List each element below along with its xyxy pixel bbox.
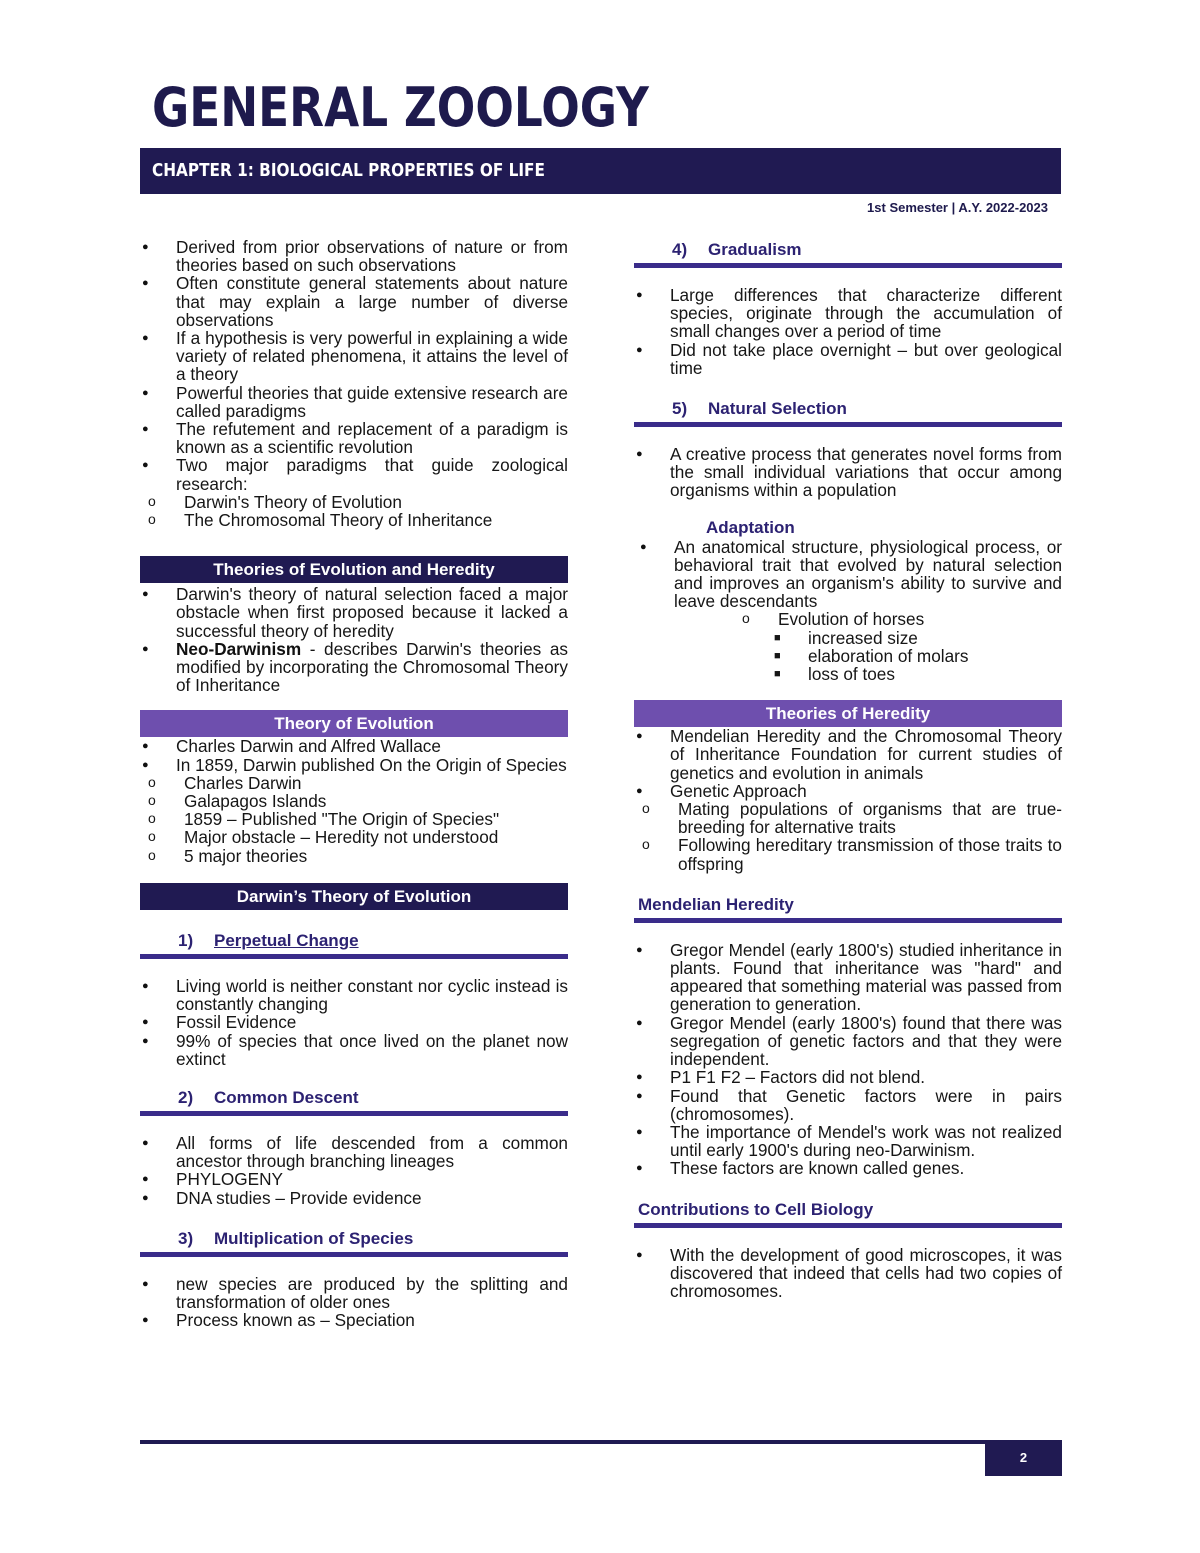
heading-label: Multiplication of Species [214, 1228, 414, 1248]
horses-detail-list [774, 629, 1062, 684]
adaptation-heading: Adaptation [706, 517, 795, 537]
heading-gradualism [634, 240, 1062, 268]
semester-label: 1st Semester | A.Y. 2022-2023 [867, 200, 1048, 215]
list-item: ● DNA studies – Provide evidence [140, 1189, 568, 1207]
heading-natural-selection [634, 399, 1062, 427]
adaptation-list [638, 538, 1062, 684]
sublist-item: o The Chromosomal Theory of Inheritance [140, 511, 568, 529]
list-item: ● The importance of Mendel's work was not realized until early 1900's during neo-Darwinism. [634, 1123, 1062, 1159]
list-item-text: In 1859, Darwin published On the Origin of Species [176, 754, 567, 775]
sublist-item: o Galapagos Islands [140, 792, 568, 810]
sublist-item: o Major obstacle – Heredity not understood [140, 828, 568, 846]
footer-rule [140, 1440, 1061, 1444]
list-item: ● Process known as – Speciation [140, 1311, 568, 1329]
section-heading-theories-evolution-heredity: Theories of Evolution and Heredity [140, 556, 568, 583]
detail-item: ■ loss of toes [774, 665, 1062, 683]
list-item: ● A creative process that generates novel forms from the small individual variations that occur among organisms within a population [634, 445, 1062, 500]
section-heading-theory-of-evolution: Theory of Evolution [140, 710, 568, 737]
list-item: ● Derived from prior observations of nature or from theories based on such observations [140, 238, 568, 274]
list-item [140, 640, 568, 695]
list-item-text: Two major paradigms that guide zoological research: [176, 455, 568, 494]
list-item: ● Large differences that characterize different species, originate through the accumulation of small changes over a period of time [634, 286, 1062, 341]
list-item: ● Darwin's theory of natural selection faced a major obstacle when first proposed because it lacked a successful theory of heredity [140, 585, 568, 640]
evolution-list [140, 737, 568, 864]
heading-label: Natural Selection [708, 399, 847, 419]
list-item: ● These factors are known called genes. [634, 1159, 1062, 1177]
sublist-item: o Mating populations of organisms that are true-breeding for alternative traits [634, 800, 1062, 836]
heading-label: Gradualism [708, 240, 802, 259]
sublist-item [734, 610, 1062, 683]
genetic-sublist [634, 800, 1062, 873]
list-item: ● Powerful theories that guide extensive research are called paradigms [140, 384, 568, 420]
section-heading-theories-of-heredity: Theories of Heredity [634, 700, 1062, 727]
page-number: 2 [985, 1440, 1062, 1476]
evolution-sublist [140, 774, 568, 865]
detail-item: ■ increased size [774, 629, 1062, 647]
paradigm-sublist [140, 493, 568, 529]
sublist-item: o 1859 – Published "The Origin of Species" [140, 810, 568, 828]
term-neo-darwinism: Neo-Darwinism [176, 638, 302, 659]
detail-item: ■ elaboration of molars [774, 647, 1062, 665]
term-definition: - describes Darwin's theories as modified by incorporating the Chromosomal Theory of Inheritance [176, 638, 568, 696]
mendelian-list [634, 941, 1062, 1178]
heading-label: Perpetual Change [214, 930, 359, 950]
list-item: ● Living world is neither constant nor cyclic instead is constantly changing [140, 977, 568, 1013]
perpetual-list [140, 977, 568, 1068]
natural-selection-list [634, 445, 1062, 500]
sublist-item: o Charles Darwin [140, 774, 568, 792]
list-item: ● Found that Genetic factors were in pairs (chromosomes). [634, 1087, 1062, 1123]
list-item: ● new species are produced by the splitting and transformation of older ones [140, 1275, 568, 1311]
gradualism-list [634, 286, 1062, 377]
heading-number: 1) [178, 930, 194, 950]
list-item-text: Genetic Approach [670, 780, 807, 801]
heading-label: Common Descent [214, 1087, 359, 1107]
list-item [638, 538, 1062, 684]
list-item-text: An anatomical structure, physiological process, or behavioral trait that evolved by natural selection and improves an organism's ability to survive and leave descendants [674, 536, 1062, 612]
list-item: ● If a hypothesis is very powerful in explaining a wide variety of related phenomena, it attains the level of a theory [140, 329, 568, 384]
list-item: ● 99% of species that once lived on the planet now extinct [140, 1032, 568, 1068]
left-column [140, 238, 568, 1329]
list-item: ● PHYLOGENY [140, 1170, 568, 1188]
list-item: ● The refutement and replacement of a paradigm is known as a scientific revolution [140, 420, 568, 456]
section-heading-darwins-theory: Darwin’s Theory of Evolution [140, 883, 568, 910]
list-item: ● P1 F1 F2 – Factors did not blend. [634, 1068, 1062, 1086]
heading-common-descent [140, 1088, 568, 1116]
chapter-title: CHAPTER 1: BIOLOGICAL PROPERTIES OF LIFE [152, 160, 545, 181]
horses-sublist [734, 610, 1062, 683]
heading-number: 5) [672, 399, 688, 419]
sublist-item: o Darwin's Theory of Evolution [140, 493, 568, 511]
heading-perpetual-change [140, 931, 568, 959]
list-item: ● All forms of life descended from a common ancestor through branching lineages [140, 1134, 568, 1170]
theories-list [140, 585, 568, 694]
list-item: ● Gregor Mendel (early 1800's) studied inheritance in plants. Found that inheritance was "hard" and appeared that something material was passed from generation to generation. [634, 941, 1062, 1014]
sublist-item-text: Evolution of horses [778, 609, 925, 630]
list-item [140, 756, 568, 865]
heredity-list [634, 727, 1062, 873]
intro-list [140, 238, 568, 529]
descent-list [140, 1134, 568, 1207]
list-item: ● Charles Darwin and Alfred Wallace [140, 737, 568, 755]
list-item: ● Gregor Mendel (early 1800's) found that there was segregation of genetic factors and that they were independent. [634, 1014, 1062, 1069]
heading-number: 4) [672, 240, 688, 259]
heading-number: 3) [178, 1228, 194, 1248]
sublist-item: o 5 major theories [140, 847, 568, 865]
heading-multiplication-of-species [140, 1229, 568, 1257]
list-item: ● Fossil Evidence [140, 1013, 568, 1031]
heading-mendelian-heredity: Mendelian Heredity [634, 895, 1062, 923]
chapter-banner [140, 148, 1061, 194]
list-item: ● Often constitute general statements about nature that may explain a large number of diverse observations [140, 274, 568, 329]
list-item: ● Mendelian Heredity and the Chromosomal Theory of Inheritance Foundation for current studies of genetics and evolution in animals [634, 727, 1062, 782]
document-title: GENERAL ZOOLOGY [152, 76, 649, 139]
list-item [634, 782, 1062, 873]
right-column [634, 240, 1062, 1300]
heading-contributions-cell-biology: Contributions to Cell Biology [634, 1200, 1062, 1228]
multiplication-list [140, 1275, 568, 1330]
heading-number: 2) [178, 1087, 194, 1107]
list-item [140, 456, 568, 529]
sublist-item: o Following hereditary transmission of those traits to offspring [634, 836, 1062, 872]
list-item: ● With the development of good microscopes, it was discovered that indeed that cells had two copies of chromosomes. [634, 1246, 1062, 1301]
cell-biology-list [634, 1246, 1062, 1301]
list-item: ● Did not take place overnight – but over geological time [634, 341, 1062, 377]
